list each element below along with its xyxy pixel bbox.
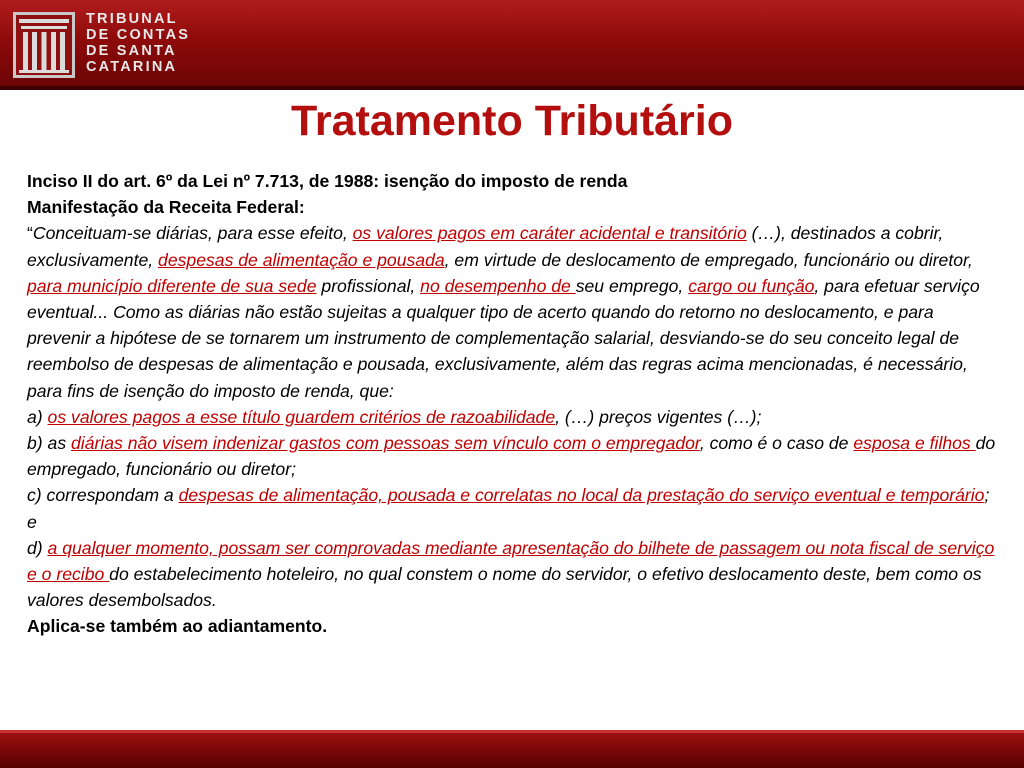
text-segment: profissional,	[316, 275, 421, 296]
slide-title: Tratamento Tributário	[290, 97, 733, 145]
highlighted-phrase: os valores pagos a esse título guardem critérios de razoabilidade	[47, 406, 556, 427]
highlighted-phrase: no desempenho de	[420, 275, 576, 296]
body-paragraph	[27, 430, 1002, 482]
body-paragraph	[27, 404, 1002, 430]
text-segment: Inciso II do art. 6º da Lei nº 7.713, de 1988: isenção do imposto de renda	[27, 171, 628, 191]
text-segment: , para efetuar serviço eventual... Como as diárias não estão sujeitas a qualquer tipo de acerto quando do retorno no deslocamento, e para prevenir a hipótese de se tornarem um instrumento de complementação salarial, desviando-se do seu conceito legal de reembolso de despesas de alimentação e pousada, exclusivamente, além das regras acima mencionadas, é necessário, para fins de isenção do imposto de renda, que:	[27, 275, 980, 401]
body-paragraph	[27, 482, 1002, 534]
body-paragraph	[27, 168, 1002, 194]
text-segment: , (…) preços vigentes (…);	[555, 406, 762, 427]
footer-bar	[0, 730, 1024, 768]
body-paragraph	[27, 613, 1002, 639]
logo-line: CATARINA	[86, 59, 178, 75]
body-paragraph	[27, 220, 1002, 403]
slide-body	[27, 168, 1002, 640]
text-segment: do estabelecimento hoteleiro, no qual constem o nome do servidor, o efetivo deslocamento deste, bem como os valores desembolsados.	[27, 564, 982, 611]
logo-line: DE CONTAS	[86, 27, 191, 43]
text-segment: b) as	[27, 433, 72, 454]
text-segment: Conceituam-se diárias, para esse efeito,	[32, 223, 353, 244]
highlighted-phrase: esposa e filhos	[853, 433, 976, 454]
highlighted-phrase: para município diferente de sua sede	[27, 275, 317, 296]
text-segment: , em virtude de deslocamento de empregado, funcionário ou diretor,	[444, 249, 973, 270]
text-segment: c) correspondam a	[27, 485, 179, 506]
text-segment: do empregado, funcionário ou diretor;	[27, 433, 996, 480]
text-segment: d)	[27, 537, 48, 558]
highlighted-phrase: diárias não visem indenizar gastos com pessoas sem vínculo com o empregador	[71, 433, 700, 454]
text-segment: , como é o caso de	[699, 433, 854, 454]
highlighted-phrase: os valores pagos em caráter acidental e transitório	[352, 223, 747, 244]
text-segment: ; e	[27, 485, 990, 532]
highlighted-phrase: despesas de alimentação, pousada e correlatas no local da prestação do serviço eventual e temporário	[178, 485, 985, 506]
tribunal-columns-logo-icon	[13, 12, 75, 78]
highlighted-phrase: cargo ou função	[688, 275, 815, 296]
logo-line: TRIBUNAL	[86, 11, 178, 27]
text-segment: a)	[27, 406, 48, 427]
header-banner	[0, 0, 1024, 90]
logo-line: DE SANTA	[86, 43, 177, 59]
body-paragraph	[27, 535, 1002, 614]
text-segment: (…), destinados a cobrir, exclusivamente,	[27, 223, 944, 270]
text-segment: Manifestação da Receita Federal:	[27, 197, 305, 218]
text-segment: “	[27, 223, 33, 244]
body-paragraph	[27, 194, 1002, 220]
highlighted-phrase: despesas de alimentação e pousada	[158, 249, 445, 270]
text-segment: seu emprego,	[575, 275, 689, 296]
highlighted-phrase: a qualquer momento, possam ser comprovadas mediante apresentação do bilhete de passagem ou nota fiscal de serviço e o recibo	[27, 537, 995, 585]
text-segment: Aplica-se também ao adiantamento.	[27, 616, 328, 637]
organization-name	[86, 11, 190, 75]
